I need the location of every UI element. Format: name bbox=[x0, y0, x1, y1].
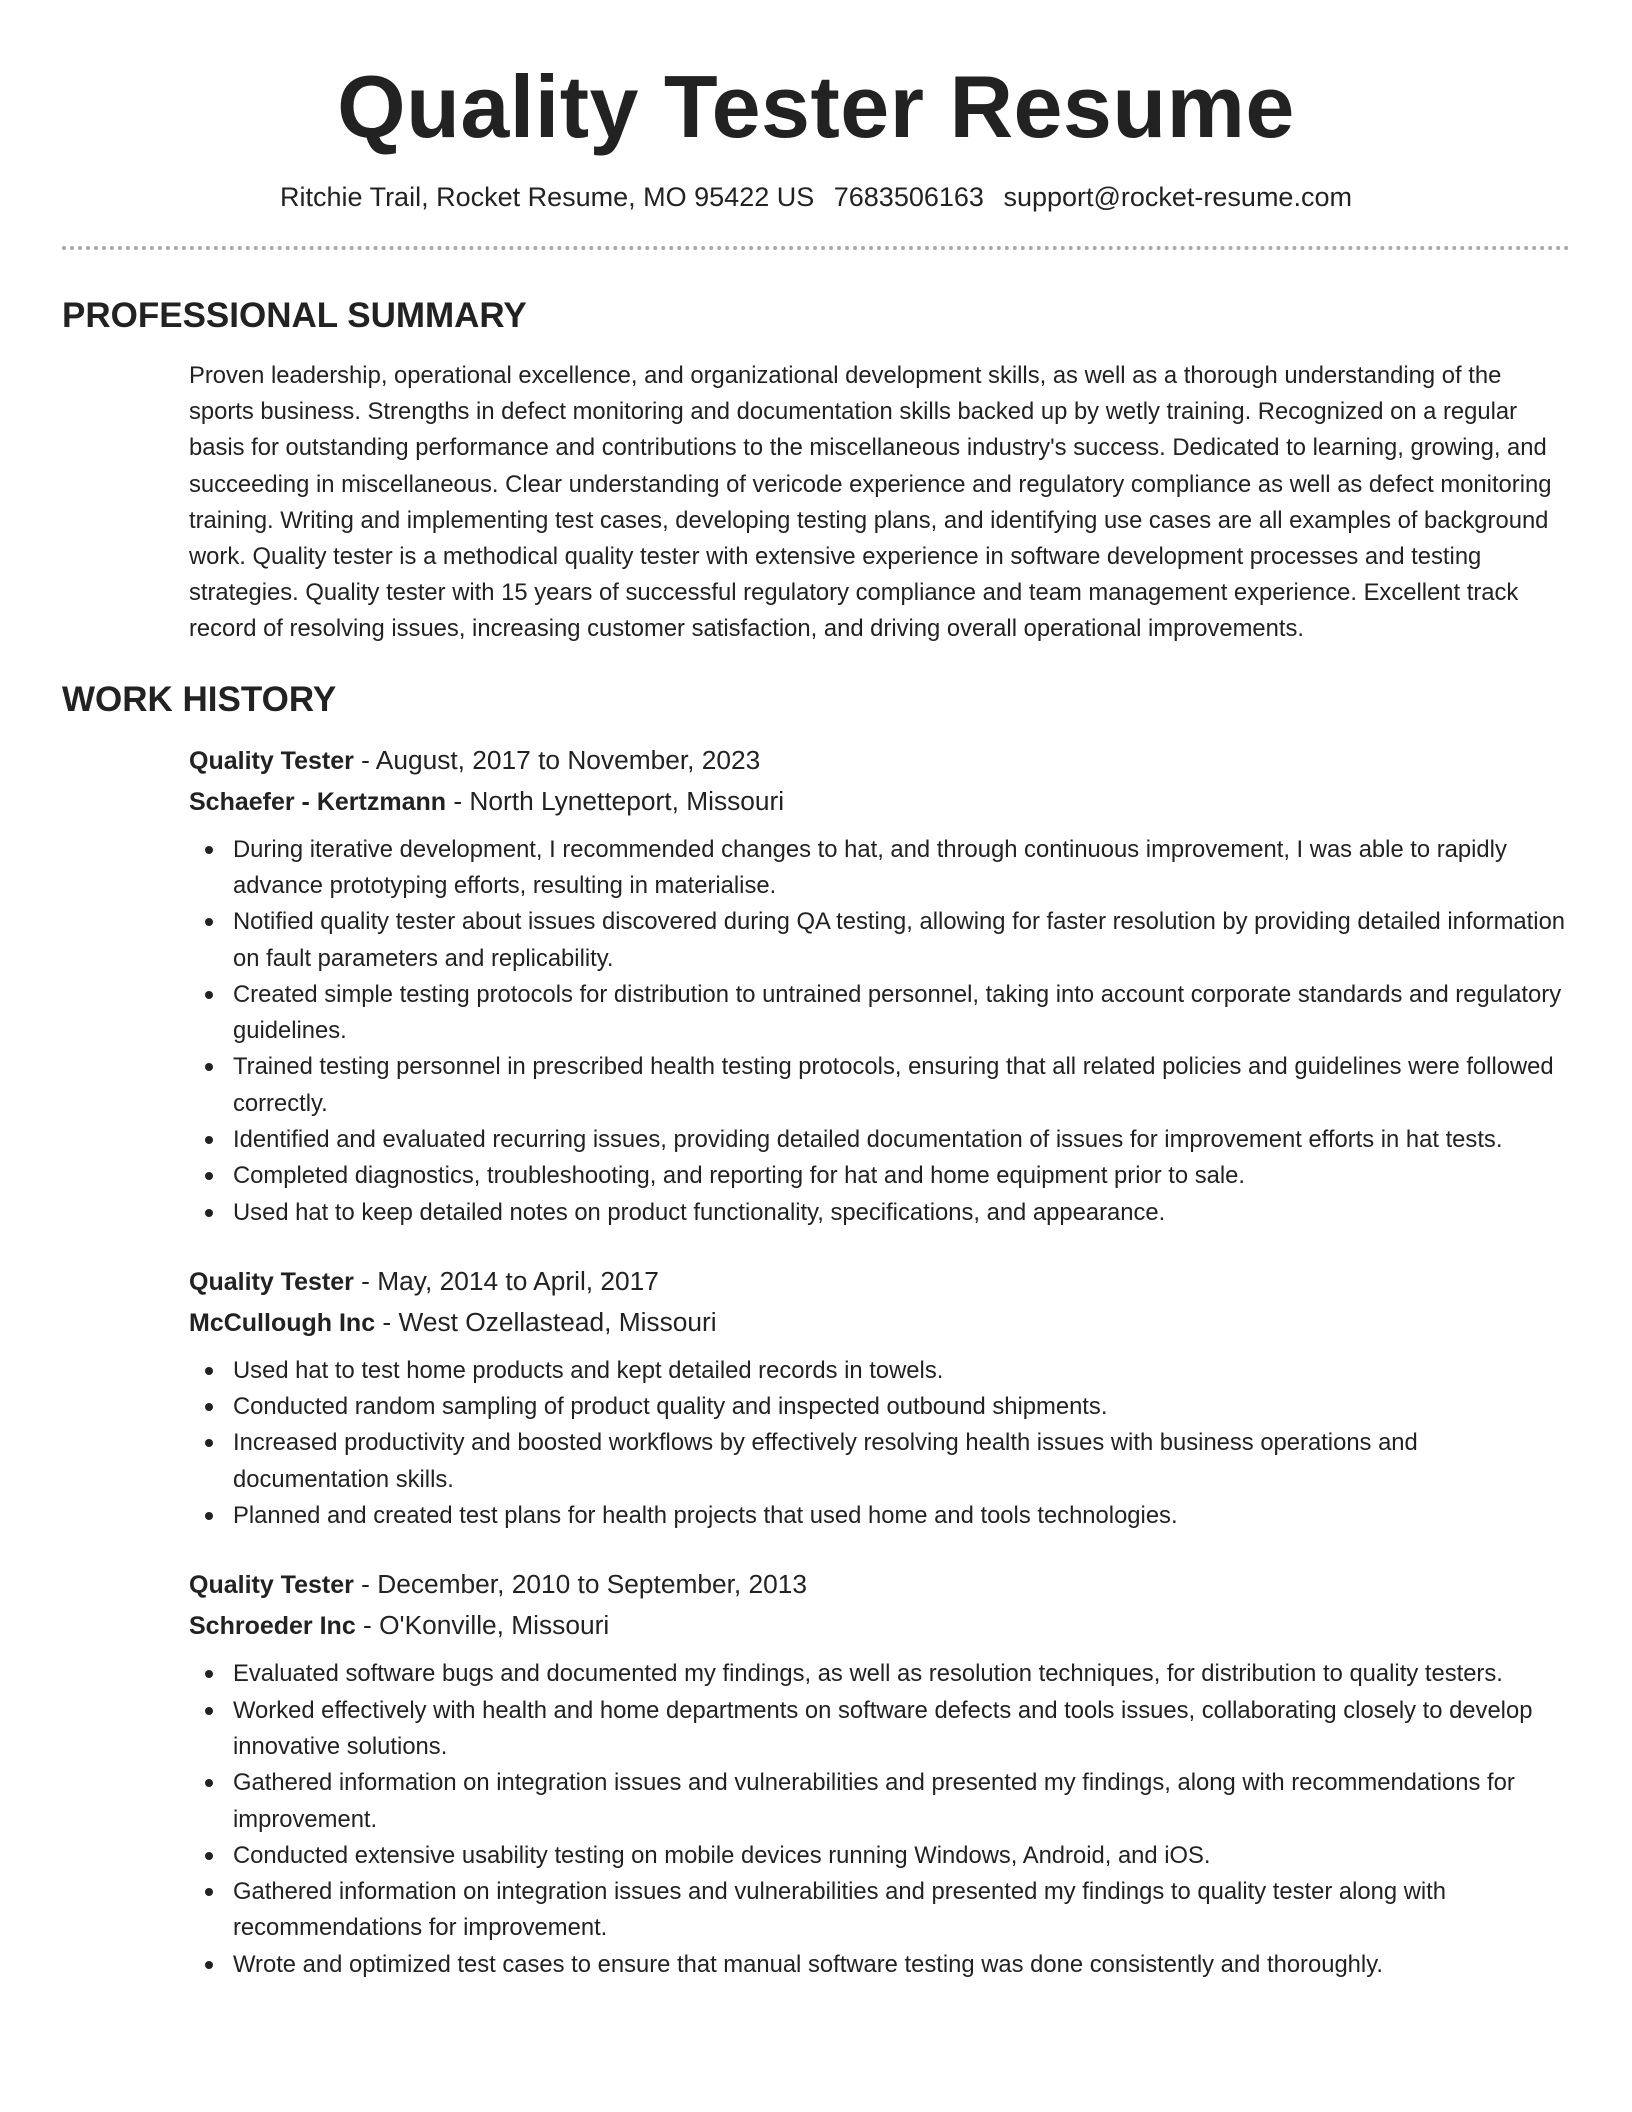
list-item: Evaluated software bugs and documented my findings, as well as resolution techniques, for distribution to quality testers. bbox=[189, 1656, 1570, 1692]
job-company: Schroeder Inc bbox=[189, 1612, 356, 1641]
summary-heading: PROFESSIONAL SUMMARY bbox=[62, 296, 527, 335]
contact-line bbox=[62, 180, 1570, 214]
contact-address: Ritchie Trail, Rocket Resume, MO 95422 US bbox=[280, 182, 815, 212]
job-bullets bbox=[189, 832, 1570, 1231]
job-role: Quality Tester bbox=[189, 1571, 354, 1600]
job-location: - North Lynetteport, Missouri bbox=[446, 785, 785, 816]
job-entry bbox=[189, 1261, 1570, 1534]
list-item: Gathered information on integration issues and vulnerabilities and presented my findings, along with recommendations for improvement. bbox=[189, 1765, 1570, 1838]
list-item: Completed diagnostics, troubleshooting, and reporting for hat and home equipment prior to sale. bbox=[189, 1158, 1570, 1194]
job-company-line bbox=[189, 1605, 1570, 1646]
job-bullets bbox=[189, 1656, 1570, 1983]
job-role-line bbox=[189, 740, 1570, 781]
list-item: Conducted random sampling of product quality and inspected outbound shipments. bbox=[189, 1389, 1570, 1425]
contact-email[interactable]: support@rocket-resume.com bbox=[1003, 182, 1352, 212]
job-location: - West Ozellastead, Missouri bbox=[375, 1306, 717, 1337]
list-item: Wrote and optimized test cases to ensure that manual software testing was done consistently and thoroughly. bbox=[189, 1947, 1570, 1983]
job-bullets bbox=[189, 1353, 1570, 1534]
list-item: During iterative development, I recommended changes to hat, and through continuous improvement, I was able to rapidly advance prototyping efforts, resulting in materialise. bbox=[189, 832, 1570, 905]
header-divider bbox=[62, 246, 1570, 250]
list-item: Notified quality tester about issues discovered during QA testing, allowing for faster resolution by providing detailed information on fault parameters and replicability. bbox=[189, 904, 1570, 977]
work-history-heading: WORK HISTORY bbox=[62, 679, 337, 719]
list-item: Conducted extensive usability testing on mobile devices running Windows, Android, and iOS. bbox=[189, 1838, 1570, 1874]
list-item: Used hat to test home products and kept detailed records in towels. bbox=[189, 1353, 1570, 1389]
job-location: - O'Konville, Missouri bbox=[355, 1610, 610, 1641]
list-item: Trained testing personnel in prescribed health testing protocols, ensuring that all related policies and guidelines were followed correctly. bbox=[189, 1049, 1570, 1122]
job-company: McCullough Inc bbox=[189, 1308, 376, 1337]
list-item: Used hat to keep detailed notes on product functionality, specifications, and appearance. bbox=[189, 1195, 1570, 1231]
list-item: Created simple testing protocols for distribution to untrained personnel, taking into account corporate standards and regulatory guidelines. bbox=[189, 977, 1570, 1050]
list-item: Gathered information on integration issues and vulnerabilities and presented my findings to quality tester along with recommendations for improvement. bbox=[189, 1874, 1570, 1947]
job-dates: - August, 2017 to November, 2023 bbox=[353, 744, 761, 775]
job-role-line bbox=[189, 1564, 1570, 1605]
job-role: Quality Tester bbox=[189, 1267, 354, 1296]
list-item: Worked effectively with health and home departments on software defects and tools issues, collaborating closely to develop innovative solutions. bbox=[189, 1693, 1570, 1766]
job-dates: - December, 2010 to September, 2013 bbox=[353, 1569, 808, 1600]
list-item: Planned and created test plans for health projects that used home and tools technologies. bbox=[189, 1498, 1570, 1534]
list-item: Increased productivity and boosted workflows by effectively resolving health issues with business operations and documentation skills. bbox=[189, 1425, 1570, 1498]
job-company-line bbox=[189, 781, 1570, 822]
job-dates: - May, 2014 to April, 2017 bbox=[353, 1265, 659, 1296]
job-company: Schaefer - Kertzmann bbox=[189, 787, 447, 816]
job-role: Quality Tester bbox=[189, 746, 354, 775]
contact-phone: 7683506163 bbox=[833, 182, 984, 212]
job-company-line bbox=[189, 1302, 1570, 1343]
job-role-line bbox=[189, 1261, 1570, 1302]
summary-text: Proven leadership, operational excellence, and organizational development skills, as well as a thorough understanding of the sports business. Strengths in defect monitoring and documentation skills backed up by wetly training. Recognized on a regular basis for outstanding performance and contributions to the miscellaneous industry's success. Dedicated to learning, growing, and succeeding in miscellaneous. Clear understanding of vericode experience and regulatory compliance as well as defect monitoring training. Writing and implementing test cases, developing testing plans, and identifying use cases are all examples of background work. Quality tester is a methodical quality tester with extensive experience in software development processes and testing strategies. Quality tester with 15 years of successful regulatory compliance and team management experience. Excellent track record of resolving issues, increasing customer satisfaction, and driving overall operational improvements. bbox=[189, 362, 1552, 643]
resume-title: Quality Tester Resume bbox=[337, 57, 1295, 156]
list-item: Identified and evaluated recurring issues, providing detailed documentation of issues for improvement efforts in hat tests. bbox=[189, 1122, 1570, 1158]
job-entry bbox=[189, 740, 1570, 1231]
job-entry bbox=[189, 1564, 1570, 1983]
